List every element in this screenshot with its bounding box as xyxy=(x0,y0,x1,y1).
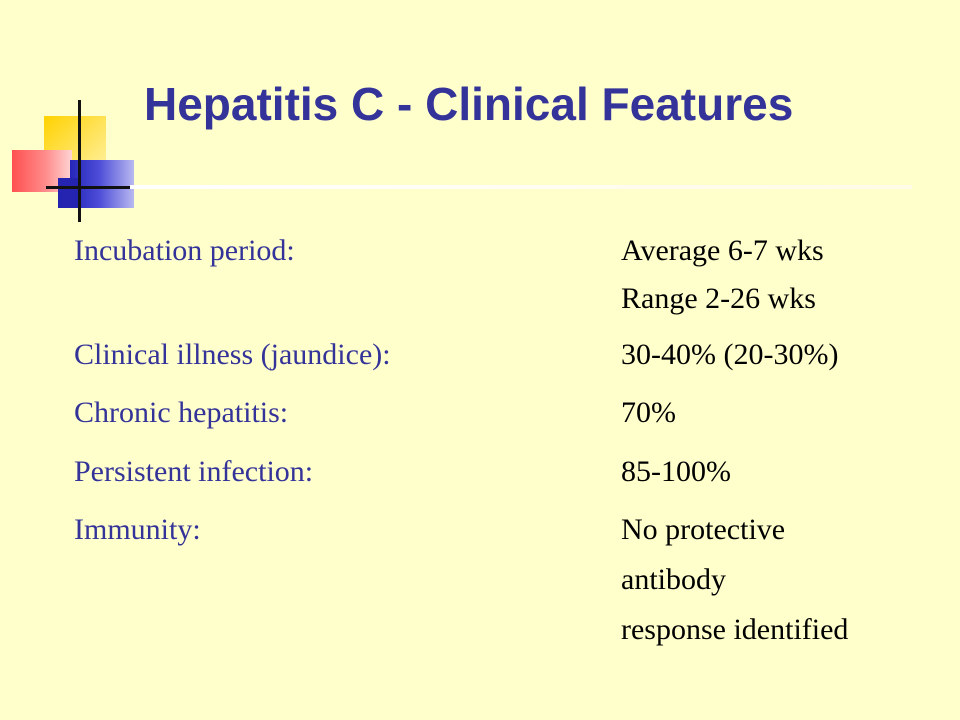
value-incubation-average: Average 6-7 wks xyxy=(621,234,824,267)
label-persistent-infection: Persistent infection: xyxy=(74,455,314,488)
label-chronic-hepatitis: Chronic hepatitis: xyxy=(74,396,289,429)
label-immunity: Immunity: xyxy=(74,513,201,546)
vertical-line xyxy=(78,100,81,222)
blue-square-shadow xyxy=(58,178,80,208)
value-persistent-infection: 85-100% xyxy=(621,455,731,488)
value-immunity-line-3: response identified xyxy=(621,613,849,646)
value-clinical-illness: 30-40% (20-30%) xyxy=(621,338,839,371)
value-immunity-line-2: antibody xyxy=(621,563,726,596)
value-chronic-hepatitis: 70% xyxy=(621,396,676,429)
label-clinical-illness: Clinical illness (jaundice): xyxy=(74,338,391,371)
slide-title: Hepatitis C - Clinical Features xyxy=(144,78,794,130)
value-incubation-range: Range 2-26 wks xyxy=(621,282,816,315)
decorative-squares-logo xyxy=(0,0,160,230)
title-underline xyxy=(130,185,912,189)
value-immunity-line-1: No protective xyxy=(621,513,786,546)
horizontal-line xyxy=(46,186,138,189)
label-incubation-period: Incubation period: xyxy=(74,234,295,267)
